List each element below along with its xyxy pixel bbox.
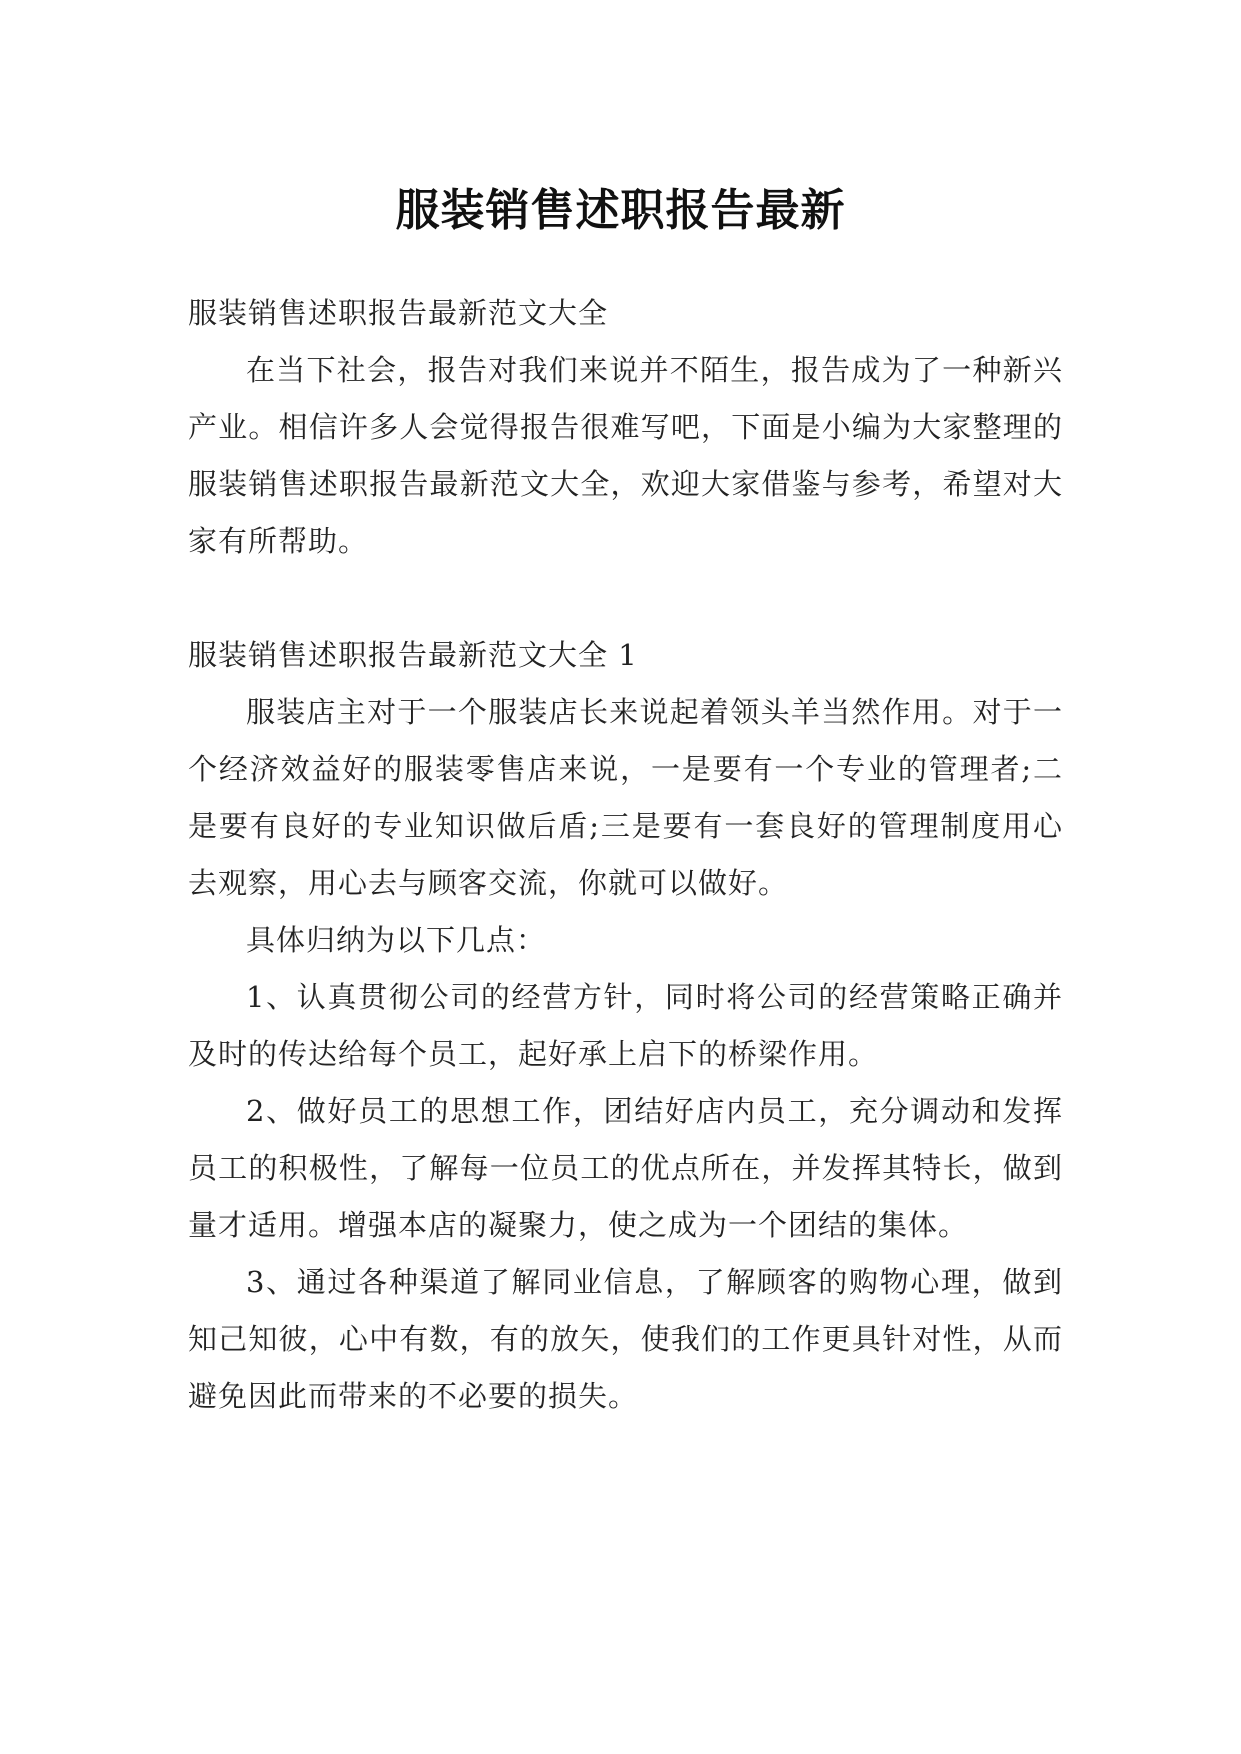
document-subtitle: 服装销售述职报告最新范文大全: [188, 296, 609, 330]
document-body: [188, 285, 1063, 1425]
section-heading: 服装销售述职报告最新范文大全 1: [188, 638, 638, 672]
paragraph-spacer: [188, 570, 1063, 627]
page-title: 服装销售述职报告最新: [395, 185, 846, 237]
list-item: 3、通过各种渠道了解同业信息，了解顾客的购物心理，做到知己知彼，心中有数，有的放矢，使我们的工作更具针对性，从而避免因此而带来的不必要的损失。: [188, 1265, 1063, 1413]
intro-paragraph: 在当下社会，报告对我们来说并不陌生，报告成为了一种新兴产业。相信许多人会觉得报告很难写吧，下面是小编为大家整理的服装销售述职报告最新范文大全，欢迎大家借鉴与参考，希望对大家有所帮助。: [188, 353, 1063, 558]
list-item: 1、认真贯彻公司的经营方针，同时将公司的经营策略正确并及时的传达给每个员工，起好承上启下的桥梁作用。: [188, 980, 1063, 1071]
list-item: 2、做好员工的思想工作，团结好店内员工，充分调动和发挥员工的积极性，了解每一位员工的优点所在，并发挥其特长，做到量才适用。增强本店的凝聚力，使之成为一个团结的集体。: [188, 1094, 1063, 1242]
body-paragraph: 服装店主对于一个服装店长来说起着领头羊当然作用。对于一个经济效益好的服装零售店来说，一是要有一个专业的管理者;二是要有良好的专业知识做后盾;三是要有一套良好的管理制度用心去观察，用心去与顾客交流，你就可以做好。: [188, 695, 1063, 900]
body-paragraph: 具体归纳为以下几点：: [246, 923, 547, 957]
